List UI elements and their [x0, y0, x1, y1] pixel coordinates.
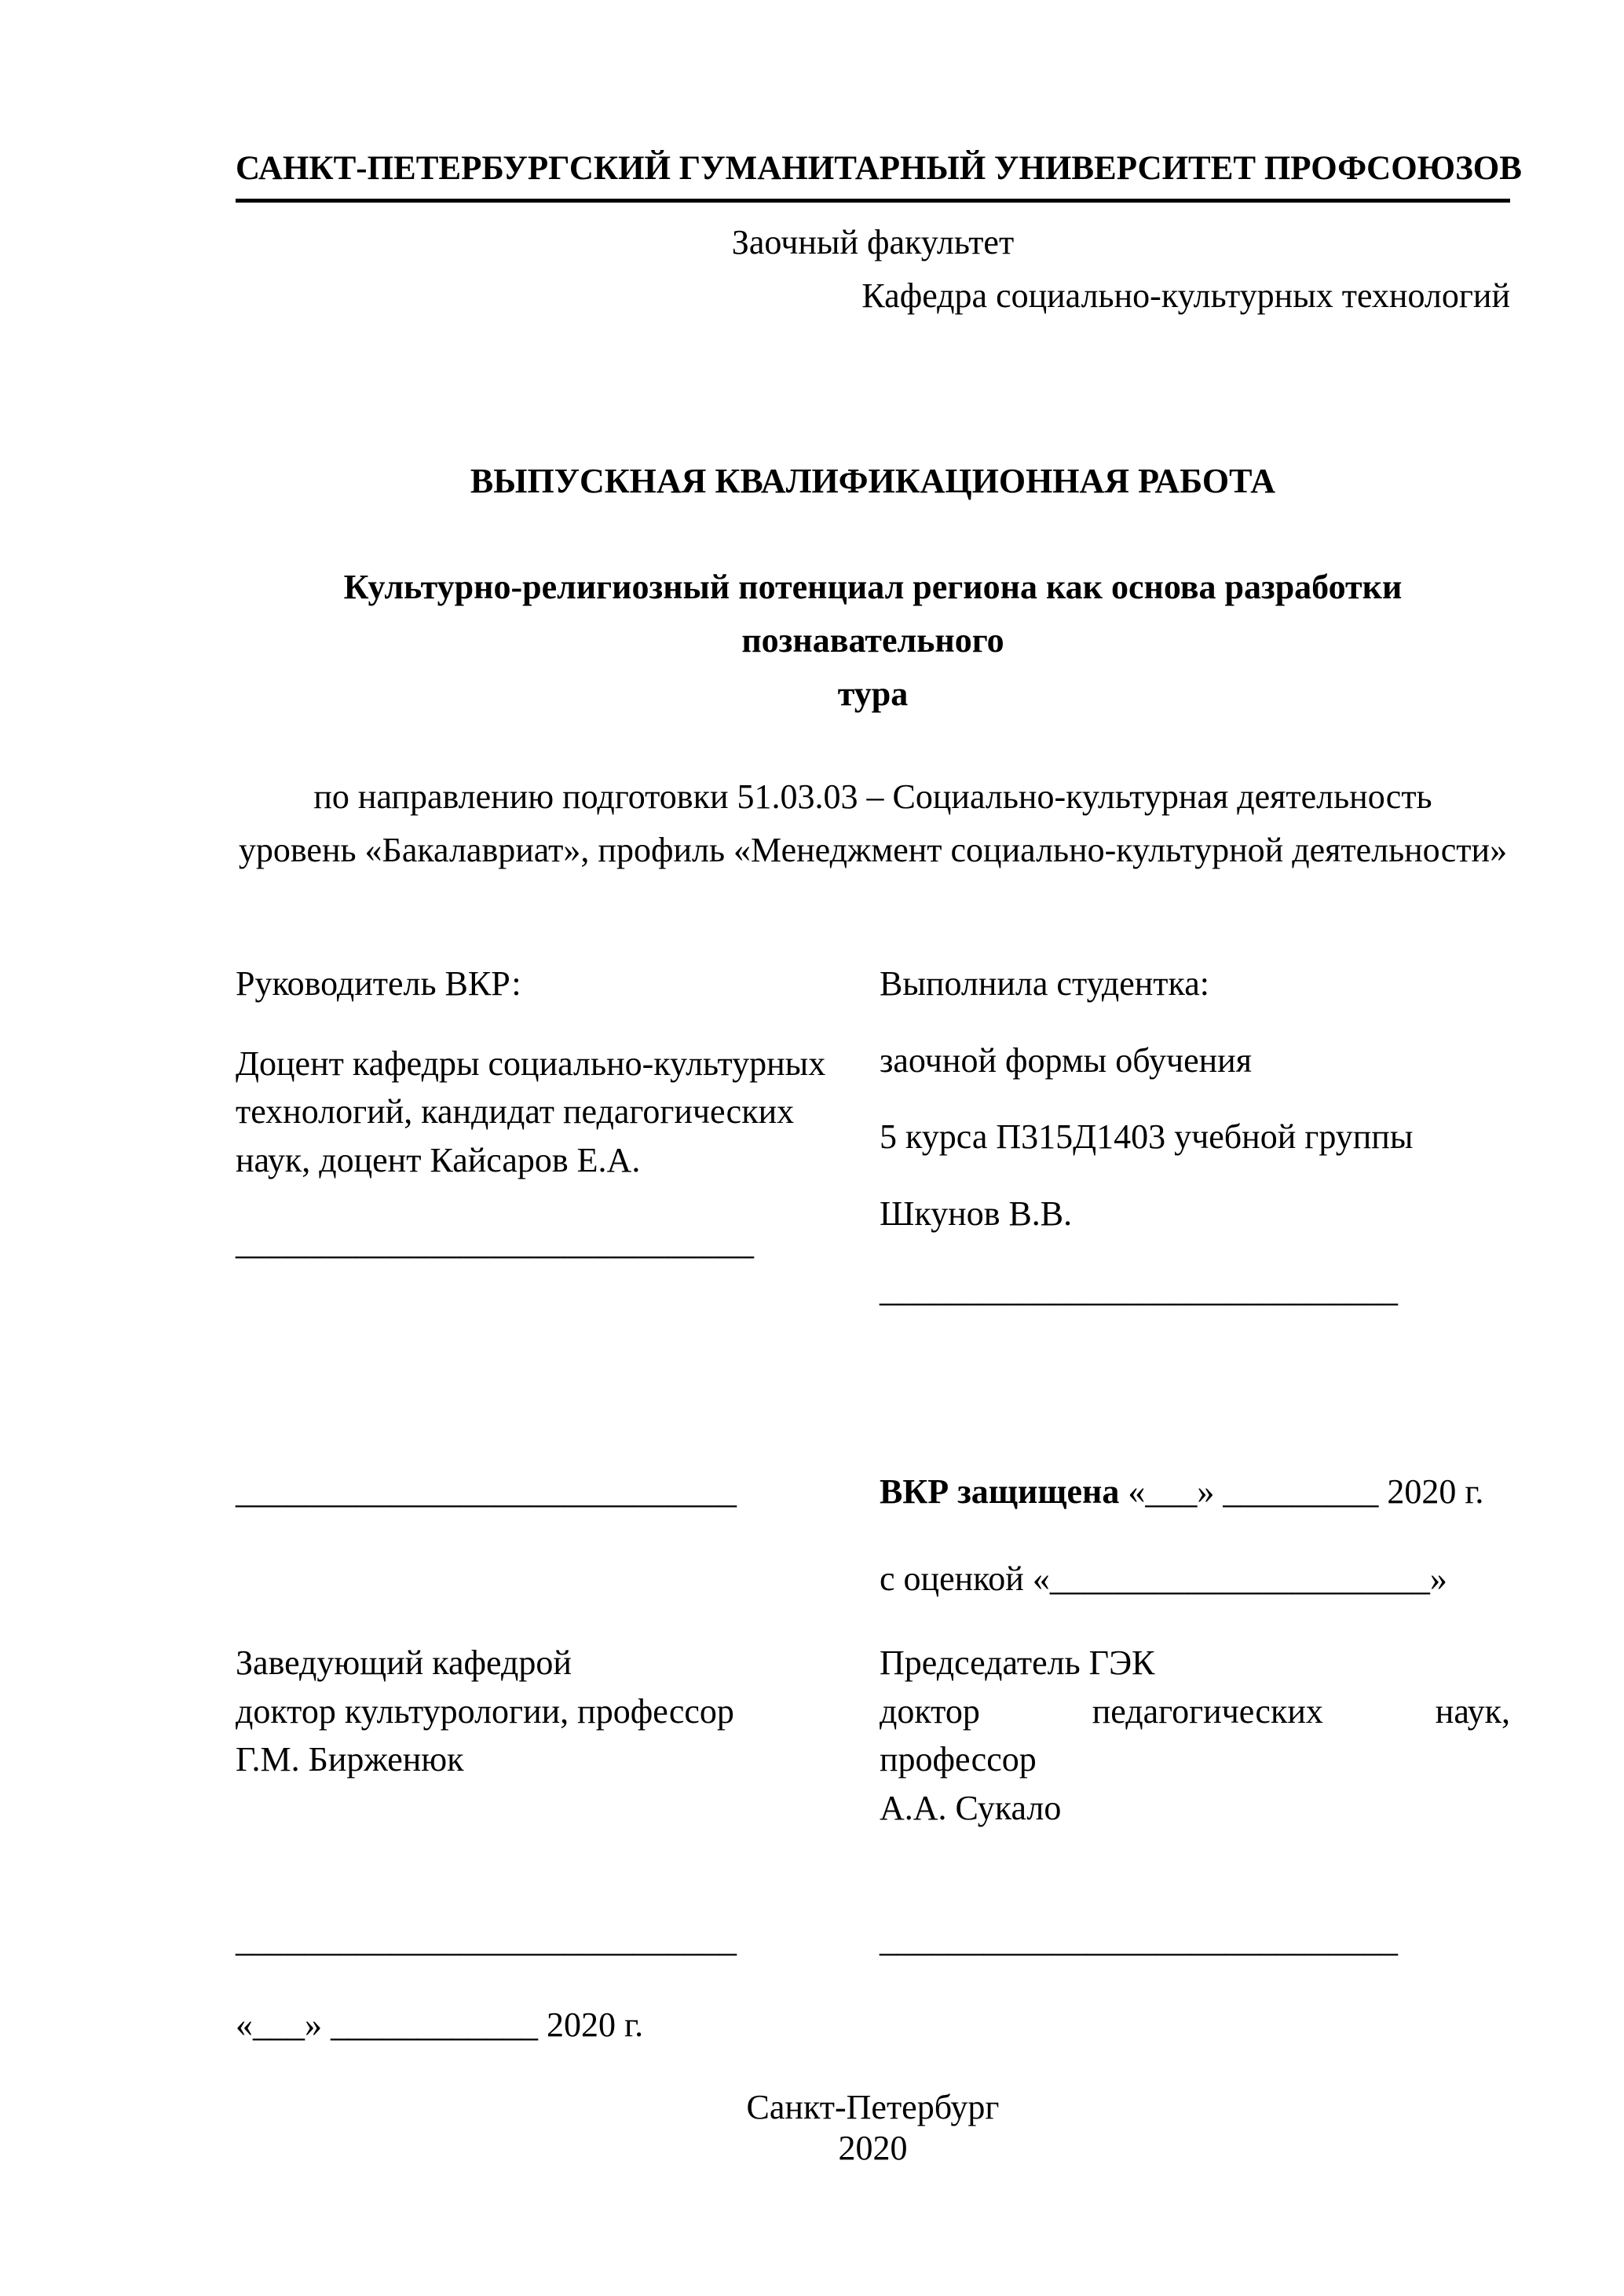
thesis-title-line-1: Культурно-религиозный потенциал региона как основа разработки познавательного: [343, 567, 1403, 660]
student-signature-line: ______________________________: [880, 1270, 1398, 1310]
university-name: САНКТ-ПЕТЕРБУРГСКИЙ ГУМАНИТАРНЫЙ УНИВЕРСИТЕТ ПРОФСОЮЗОВ: [236, 145, 1510, 203]
student-line-2: 5 курса П315Д1403 учебной группы: [880, 1117, 1414, 1157]
defense-grade-line: с оценкой «______________________»: [880, 1559, 1447, 1599]
defense-left-column: [236, 1468, 848, 1516]
supervisor-description: [236, 1040, 848, 1185]
student-line-3: Шкунов В.В.: [880, 1194, 1073, 1233]
head-of-department-signature-line: _____________________________: [236, 1921, 737, 1960]
study-direction-line-1: по направлению подготовки 51.03.03 – Социально-культурная деятельность: [313, 777, 1432, 816]
supervisor-column: [236, 960, 848, 1267]
head-of-department-line-3: Г.М. Бирженюк: [236, 1740, 464, 1779]
defense-statement: [880, 1468, 1510, 1516]
faculty-name: Заочный факультет: [731, 223, 1015, 262]
signatures-row: [236, 1916, 1510, 1965]
supervisor-description-line-3: наук, доцент Кайсаров Е.А.: [236, 1140, 641, 1179]
supervisor-description-line-2: технологий, кандидат педагогических: [236, 1092, 795, 1132]
supervisor-student-section: [236, 960, 1510, 1314]
student-column: [880, 960, 1510, 1314]
work-type-heading: ВЫПУСКНАЯ КВАЛИФИКАЦИОННАЯ РАБОТА: [470, 462, 1276, 501]
head-of-department-line-1: Заведующий кафедрой: [236, 1643, 572, 1683]
gek-chair-line-1: Председатель ГЭК: [880, 1643, 1155, 1683]
defense-label: ВКР защищена: [880, 1472, 1120, 1511]
study-direction-line-2: уровень «Бакалавриат», профиль «Менеджмент социально-культурной деятельности»: [238, 830, 1508, 869]
defense-section: [236, 1468, 1510, 1603]
supervisor-description-line-1: Доцент кафедры социально-культурных: [236, 1044, 826, 1083]
student-line-1: заочной формы обучения: [880, 1040, 1252, 1080]
student-label: Выполнила студентка:: [880, 963, 1209, 1003]
officials-section: [236, 1639, 1510, 1832]
head-of-department-date-line: «___» ____________ 2020 г.: [236, 2005, 644, 2045]
gek-chair-signature-line: ______________________________: [880, 1921, 1398, 1960]
thesis-title: [236, 561, 1510, 722]
gek-chair-line-2: доктор педагогических наук,: [880, 1691, 1510, 1731]
supervisor-signature-line: ______________________________: [236, 1223, 754, 1263]
head-of-department-column: [236, 1639, 848, 1784]
gek-chair-line-3: профессор: [880, 1740, 1037, 1779]
defense-left-signature-line: _____________________________: [236, 1472, 737, 1511]
thesis-title-line-2: тура: [837, 675, 909, 714]
gek-chair-column: [880, 1639, 1510, 1832]
footer-city: Санкт-Петербург: [746, 2087, 1000, 2126]
study-direction: [236, 770, 1510, 877]
defense-right-column: [880, 1468, 1510, 1603]
footer-year: 2020: [838, 2129, 908, 2168]
head-of-department-line-2: доктор культурологии, профессор: [236, 1691, 734, 1731]
footer: [236, 2087, 1510, 2170]
defense-date-blank: «___» _________ 2020 г.: [1128, 1472, 1484, 1511]
supervisor-label: Руководитель ВКР:: [236, 963, 521, 1003]
gek-chair-line-4: А.А. Сукало: [880, 1788, 1062, 1827]
department-name: Кафедра социально-культурных технологий: [861, 276, 1510, 315]
